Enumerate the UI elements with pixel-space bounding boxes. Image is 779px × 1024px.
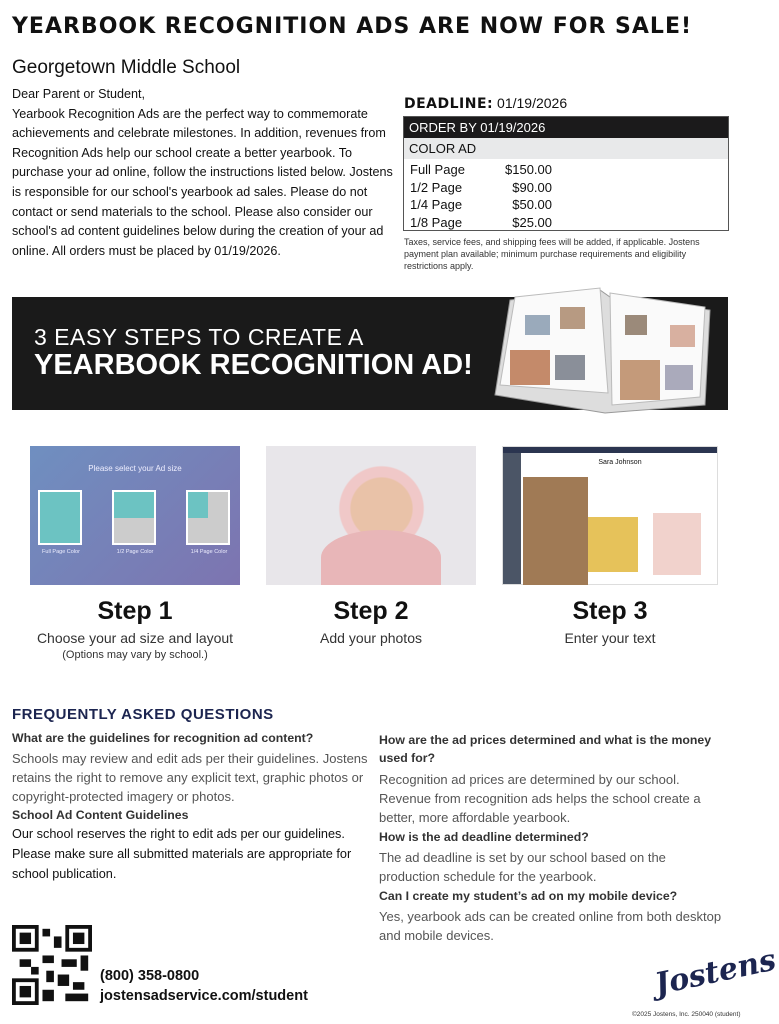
fine-print: Taxes, service fees, and shipping fees will be added, if applicable. Jostens payment plan available; minimum purchase requirements and eligibility restrictions apply. — [404, 237, 700, 271]
faq-heading: FREQUENTLY ASKED QUESTIONS — [12, 706, 274, 723]
phone-number: (800) 358-0800 — [100, 968, 200, 984]
full-page-option — [38, 490, 82, 545]
step-3-title: Step 3 — [572, 597, 648, 625]
category-header: COLOR AD — [404, 138, 728, 159]
intro-body: Yearbook Recognition Ads are the perfect way to commemorate achievements and celebrate milestones. In addition, revenues from Recognition Ads help our school create a better yearbook. To purchase your ad online, follow the instructions listed below. Jostens is responsible for our school's yearbook ad sales. Please do not contact or send materials to the school. Please also consider our school's ad content guidelines below during the creation of your ad online. All orders must be placed by 01/19/2026. — [12, 106, 393, 258]
yearbook-image — [490, 285, 720, 415]
banner-line-1: 3 EASY STEPS TO CREATE A — [34, 324, 364, 350]
faq-question: How is the ad deadline determined? — [379, 830, 589, 844]
step-3-subtitle: Enter your text — [564, 630, 656, 646]
step-1-image — [30, 446, 240, 585]
ad-size: 1/2 Page — [410, 179, 463, 195]
banner-line-2: YEARBOOK RECOGNITION AD! — [34, 349, 473, 381]
faq-question: How are the ad prices determined and what is the money used for? — [379, 733, 712, 765]
step-1-note: (Options may vary by school.) — [62, 649, 208, 661]
deadline — [404, 95, 567, 112]
faq-answer: The ad deadline is set by our school based on the production schedule for the yearbook. — [379, 850, 666, 884]
faq-question: Can I create my student’s ad on my mobile device? — [379, 889, 678, 903]
deadline-date: 01/19/2026 — [497, 95, 568, 111]
option-label: Full Page Color — [42, 549, 80, 555]
editor-ad-name: Sara Johnson — [598, 459, 642, 466]
order-by-header: ORDER BY 01/19/2026 — [404, 117, 728, 138]
faq-answer: Schools may review and edit ads per their guidelines. Jostens retains the right to remove any explicit text, graphic photos or copyright-protected imagery or photos. — [12, 751, 368, 804]
step-2-title: Step 2 — [333, 597, 409, 625]
ad-size: 1/8 Page — [410, 214, 463, 230]
ad-price: $150.00 — [505, 162, 552, 177]
faq-right-column — [379, 731, 724, 945]
contact-info — [100, 966, 308, 1006]
ad-size: 1/4 Page — [410, 197, 463, 212]
step-2-subtitle: Add your photos — [320, 630, 422, 646]
ad-price: $90.00 — [512, 179, 552, 195]
ad-price: $50.00 — [512, 197, 552, 212]
half-page-option — [112, 490, 156, 545]
price-row — [404, 197, 728, 215]
page-title: YEARBOOK RECOGNITION ADS ARE NOW FOR SALE! — [12, 14, 693, 39]
option-label: 1/2 Page Color — [116, 549, 154, 555]
school-name: Georgetown Middle School — [12, 57, 241, 78]
faq-question: What are the guidelines for recognition ad content? — [12, 731, 314, 745]
qr-code[interactable] — [12, 925, 92, 1005]
deadline-label: DEADLINE: — [404, 96, 494, 112]
order-url[interactable]: jostensadservice.com/student — [100, 988, 308, 1004]
price-row — [404, 215, 728, 233]
quarter-page-option — [186, 490, 230, 545]
price-table — [403, 116, 729, 231]
ad-size: Full Page — [410, 162, 465, 177]
step-2-baby-photo — [266, 446, 476, 585]
faq-answer: Yes, yearbook ads can be created online from both desktop and mobile devices. — [379, 909, 722, 943]
price-row — [404, 162, 728, 180]
faq-question: School Ad Content Guidelines — [12, 808, 189, 822]
copyright: ©2025 Jostens, Inc. 250040 (student) — [632, 1011, 741, 1018]
ad-price: $25.00 — [512, 214, 552, 230]
price-row — [404, 180, 728, 198]
greeting: Dear Parent or Student, — [12, 87, 146, 101]
jostens-logo: Jostens — [651, 942, 779, 1003]
faq-left-column — [12, 731, 372, 884]
intro-letter — [12, 85, 397, 261]
ad-size-prompt: Please select your Ad size — [88, 464, 182, 473]
step-3-editor-image — [502, 446, 718, 585]
step-1-title: Step 1 — [97, 597, 173, 625]
faq-answer: Recognition ad prices are determined by our school. Revenue from recognition ads helps the school create a better, more affordable yearbook. — [379, 772, 701, 825]
option-label: 1/4 Page Color — [190, 549, 228, 555]
step-1-subtitle: Choose your ad size and layout — [36, 630, 234, 646]
faq-answer: Our school reserves the right to edit ads per our guidelines. Please make sure all submitted materials are appropriate for school publication. — [12, 827, 352, 881]
